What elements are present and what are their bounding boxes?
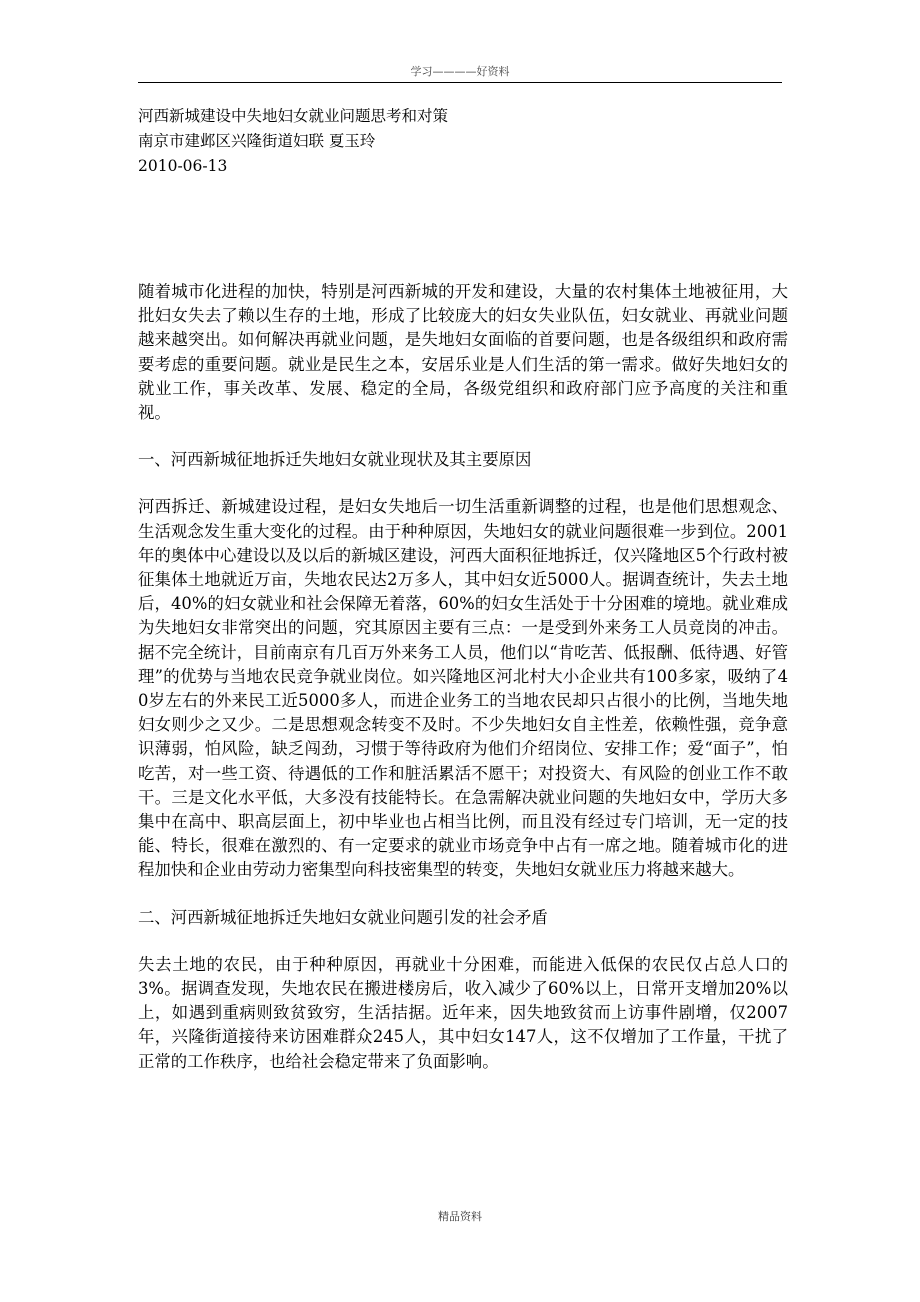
section-heading-1: 一、河西新城征地拆迁失地妇女就业现状及其主要原因 bbox=[138, 450, 532, 470]
footer-text: 精品资料 bbox=[438, 1210, 482, 1223]
header-text: 学习————好资料 bbox=[410, 65, 510, 78]
intro-paragraph: 随着城市化进程的加快，特别是河西新城的开发和建设，大量的农村集体土地被征用，大批妇女失去了赖以生存的土地，形成了比较庞大的妇女失业队伍，妇女就业、再就业问题越来越突出。如何解决再就业问题，是失地妇女面临的首要问题，也是各级组织和政府需要考虑的重要问题。就业是民生之本，安居乐业是人们生活的第一需求。做好失地妇女的就业工作，事关改革、发展、稳定的全局，各级党组织和政府部门应予高度的关注和重视。 bbox=[138, 282, 788, 423]
section-1-paragraph: 河西拆迁、新城建设过程，是妇女失地后一切生活重新调整的过程，也是他们思想观念、生活观念发生重大变化的过程。由于种种原因，失地妇女的就业问题很难一步到位。2001年的奥体中心建设以及以后的新城区建设，河西大面积征地拆迁，仅兴隆地区5个行政村被征集体土地就近万亩，失地农民达2万多人，其中妇女近5000人。据调查统计，失去土地后，40%的妇女就业和社会保障无着落，60%的妇女生活处于十分困难的境地。就业难成为失地妇女非常突出的问题，究其原因主要有三点：一是受到外来务工人员竞岗的冲击。据不完全统计，目前南京有几百万外来务工人员，他们以“肯吃苦、低报酬、低待遇、好管理”的优势与当地农民竞争就业岗位。如兴隆地区河北村大小企业共有100多家，吸纳了40岁左右的外来民工近5000多人，而进企业务工的当地农民却只占很小的比例，当地失地妇女则少之又少。二是思想观念转变不及时。不少失地妇女自主性差，依赖性强，竞争意识薄弱，怕风险，缺乏闯劲，习惯于等待政府为他们介绍岗位、安排工作；爱“面子”，怕吃苦，对一些工资、待遇低的工作和脏活累活不愿干；对投资大、有风险的创业工作不敢干。三是文化水平低，大多没有技能特长。在急需解决就业问题的失地妇女中，学历大多集中在高中、职高层面上，初中毕业也占相当比例，而且没有经过专门培训，无一定的技能、特长，很难在激烈的、有一定要求的就业市场竞争中占有一席之地。随着城市化的进程加快和企业由劳动力密集型向科技密集型的转变，失地妇女就业压力将越来越大。 bbox=[138, 497, 788, 880]
section-heading-2: 二、河西新城征地拆迁失地妇女就业问题引发的社会矛盾 bbox=[138, 907, 548, 927]
section-2-paragraph: 失去土地的农民，由于种种原因，再就业十分困难，而能进入低保的农民仅占总人口的3%。据调查发现，失地农民在搬进楼房后，收入减少了60%以上，日常开支增加20%以上，如遇到重病则致贫致穷，生活拮据。近年来，因失地致贫而上访事件剧增，仅2007年，兴隆街道接待来访困难群众245人，其中妇女147人，这不仅增加了工作量，干扰了正常的工作秩序，也给社会稳定带来了负面影响。 bbox=[138, 954, 788, 1071]
document-body bbox=[138, 280, 788, 1074]
page-header bbox=[138, 62, 782, 83]
document-title: 河西新城建设中失地妇女就业问题思考和对策 bbox=[138, 107, 449, 125]
document-date: 2010-06-13 bbox=[138, 157, 228, 175]
document-heading-block bbox=[138, 104, 788, 179]
document-author: 南京市建邺区兴隆街道妇联 夏玉玲 bbox=[138, 132, 376, 150]
page-footer bbox=[0, 1208, 920, 1224]
